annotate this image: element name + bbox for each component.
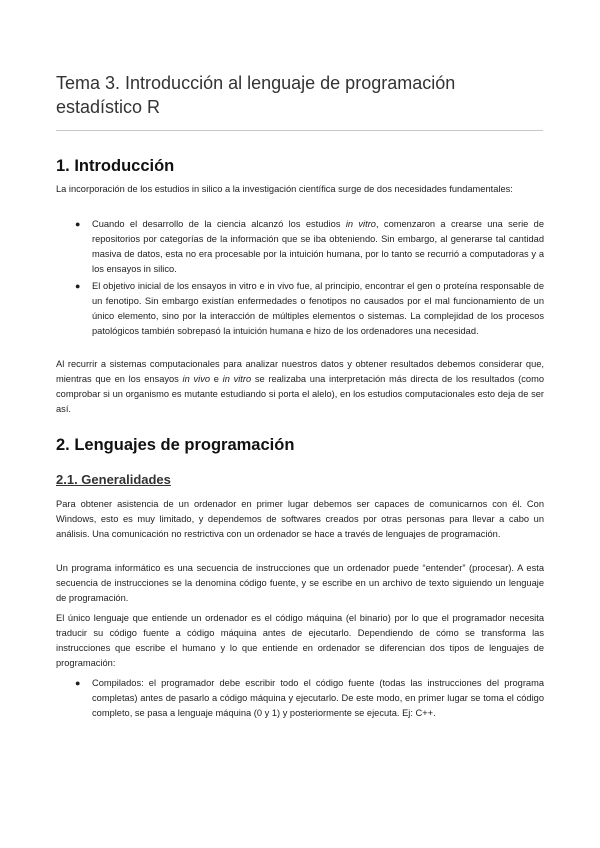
- list-item: [56, 279, 544, 339]
- intro-paragraph: La incorporación de los estudios in silico a la investigación científica surge de dos necesidades fundamentales:: [56, 184, 513, 194]
- list-item-text: Compilados: el programador debe escribir todo el código fuente (todas las instrucciones del programa completas) antes de pasarlo a código máquina y ejecutarlo. De este modo, en primer lugar se toma el código completo, se pasa a lenguaje máquina (0 y 1) y posteriormente se ejecuta. Ej: C++.: [92, 678, 544, 718]
- subsection-heading-generalidades: 2.1. Generalidades: [56, 472, 171, 487]
- document-title-line-2: estadístico R: [56, 97, 161, 117]
- paragraph-computational-analysis: Al recurrir a sistemas computacionales para analizar nuestros datos y obtener resultados debemos considerar que, mientras que en los ensayos in vivo e in vitro se realizaba una interpretación más directa de los resultados (como comprobar si un organismo es mutante estudiando si porta el alelo), en los estudios computacionales esto deja de ser así.: [56, 359, 545, 414]
- list-item-text: Cuando el desarrollo de la ciencia alcanzó los estudios in vitro, comenzaron a crearse una serie de repositorios por categorías de la información que se iba obteniendo. Sin embargo, al generarse tal cantidad masiva de datos, esta no era procesable por la intuición humana, por lo tanto se recurrió a computadoras y a los ensayos in silico.: [92, 219, 544, 274]
- document-title-line-1: Tema 3. Introducción al lenguaje de programación: [56, 73, 456, 93]
- bullet-icon: ●: [75, 678, 81, 688]
- list-item: [56, 217, 544, 277]
- document-title: [56, 71, 556, 119]
- bullet-icon: ●: [75, 219, 81, 229]
- paragraph-communication: Para obtener asistencia de un ordenador en primer lugar debemos ser capaces de comunicarnos con él. Con Windows, esto es muy limitado, y dependemos de softwares creados por otras personas para llevar a cabo un análisis. Una comunicación no restrictiva con un ordenador se hace a través de lenguajes de programación.: [56, 499, 544, 539]
- section-heading-introduccion: 1. Introducción: [56, 157, 175, 175]
- title-divider: [56, 130, 543, 131]
- list-item: [56, 676, 544, 721]
- paragraph-program-definition: Un programa informático es una secuencia de instrucciones que un ordenador puede “entender” (procesar). A esta secuencia de instrucciones se la denomina código fuente, y se escribe en un archivo de texto siguiendo un lenguaje de programación.: [56, 563, 544, 603]
- section-heading-lenguajes: 2. Lenguajes de programación: [56, 436, 295, 454]
- list-item-text: El objetivo inicial de los ensayos in vitro e in vivo fue, al principio, encontrar el gen o proteína responsable de un fenotipo. Sin embargo existían enfermedades o fenotipos no causados por el mal funcionamiento de un único elemento, sino por la interacción de múltiples elementos o sistemas. La complejidad de los procesos patológicos también sobrepasó la intuición humana e hizo de los ordenadores una necesidad.: [92, 281, 544, 336]
- bullet-icon: ●: [75, 281, 81, 291]
- paragraph-machine-code: El único lenguaje que entiende un ordenador es el código máquina (el binario) por lo que el programador necesita traducir su código fuente a código máquina antes de ejecutarlo. Dependiendo de cómo se transforma las instrucciones que escribe el humano y lo que entiende en ordenador se diferencian dos tipos de lenguajes de programación:: [56, 613, 544, 668]
